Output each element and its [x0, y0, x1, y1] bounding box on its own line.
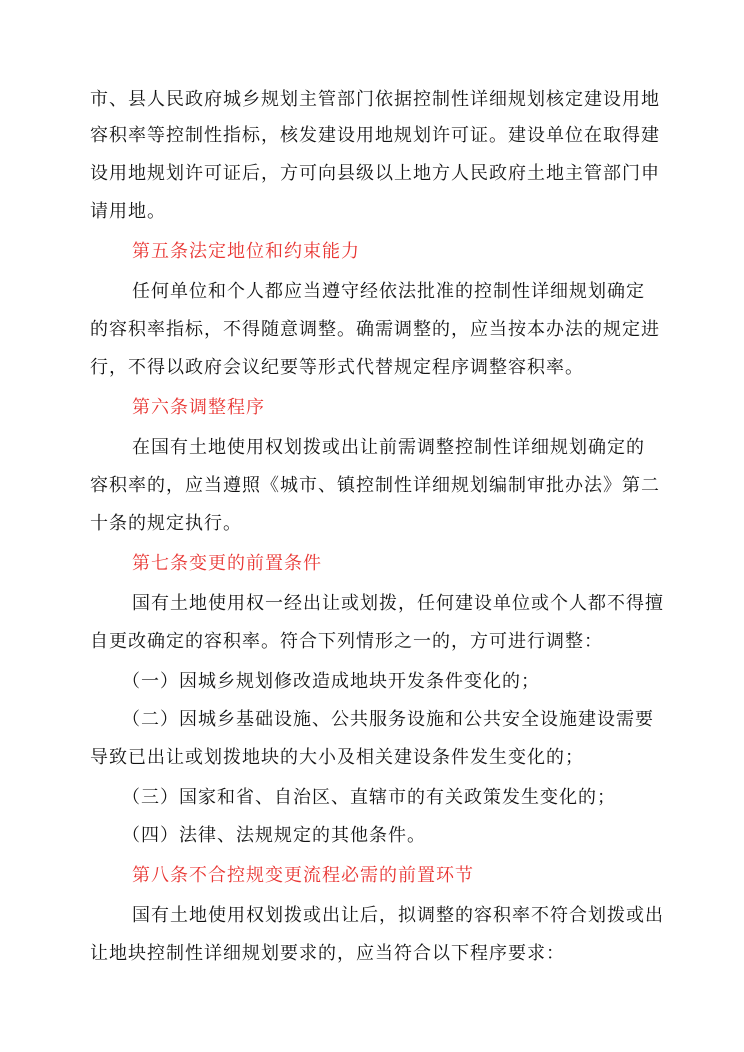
list-item-3: （三）国家和省、自治区、直辖市的有关政策发生变化的；: [122, 787, 616, 808]
body-line: 让地块控制性详细规划要求的，应当符合以下程序要求：: [90, 943, 565, 964]
section-heading-article-7: 第七条变更的前置条件: [132, 553, 322, 574]
section-heading-article-5: 第五条法定地位和约束能力: [132, 241, 360, 262]
body-line: 请用地。: [90, 201, 166, 222]
body-line: 设用地规划许可证后，方可向县级以上地方人民政府土地主管部门申: [90, 163, 660, 184]
list-item-4: （四）法律、法规规定的其他条件。: [122, 825, 426, 846]
list-item-2: （二）因城乡基础设施、公共服务设施和公共安全设施建设需要: [122, 709, 654, 730]
body-line: 容积率的，应当遵照《城市、镇控制性详细规划编制审批办法》第二: [90, 475, 660, 496]
body-line: 在国有土地使用权划拨或出让前需调整控制性详细规划确定的: [132, 437, 645, 458]
body-line: 导致已出让或划拨地块的大小及相关建设条件发生变化的；: [90, 747, 584, 768]
section-heading-article-8: 第八条不合控规变更流程必需的前置环节: [132, 865, 474, 886]
body-line: 国有土地使用权一经出让或划拨，任何建设单位或个人都不得擅: [132, 593, 664, 614]
body-line: 市、县人民政府城乡规划主管部门依据控制性详细规划核定建设用地: [90, 89, 660, 110]
body-line: 任何单位和个人都应当遵守经依法批准的控制性详细规划确定: [132, 281, 645, 302]
body-line: 容积率等控制性指标，核发建设用地规划许可证。建设单位在取得建: [90, 125, 660, 146]
section-heading-article-6: 第六条调整程序: [132, 397, 265, 418]
list-item-1: （一）因城乡规划修改造成地块开发条件变化的；: [122, 671, 540, 692]
body-line: 的容积率指标，不得随意调整。确需调整的，应当按本办法的规定进: [90, 319, 660, 340]
body-line: 行，不得以政府会议纪要等形式代替规定程序调整容积率。: [90, 357, 584, 378]
body-line: 十条的规定执行。: [90, 513, 242, 534]
body-line: 自更改确定的容积率。符合下列情形之一的，方可进行调整：: [90, 631, 603, 652]
body-line: 国有土地使用权划拨或出让后，拟调整的容积率不符合划拨或出: [132, 905, 664, 926]
